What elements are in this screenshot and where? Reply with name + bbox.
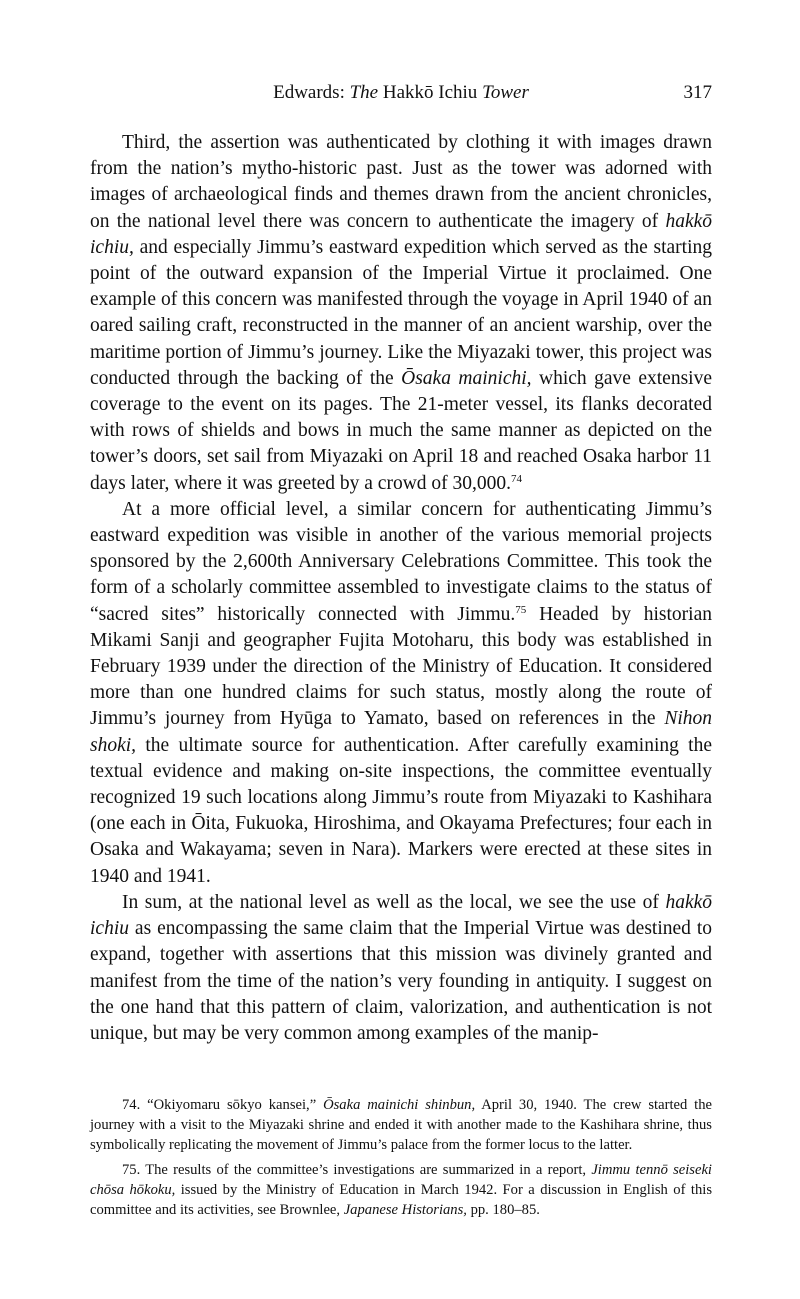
text-run: as encompassing the same claim that the Imperial Virtue was destined to expand, together with assertions that this mission was divinely granted and manifest from the time of the nation’s very founding in antiquity. I suggest on the one hand that this pattern of claim, valorization, and authentication is not unique, but may be very common among examples of the manip-	[90, 918, 712, 1044]
running-head-title	[90, 82, 712, 104]
italic-term: hakkō ichiu	[90, 891, 712, 940]
text-run: which gave extensive coverage to the event on its pages. The 21-meter vessel, its flanks decorated with rows of shields and bows in much the same manner as depicted on the tower’s doors, set sail from Miyazaki on April 18 and reached Osaka harbor 11 days later, where it was greeted by a crowd of 30,000.	[90, 367, 712, 494]
footnote-ref-75: 75	[515, 603, 527, 616]
italic-title: Jimmu tennō seiseki chōsa hōkoku,	[90, 1161, 712, 1198]
text-run: 74. “Okiyomaru sōkyo kansei,”	[122, 1097, 324, 1113]
running-header	[90, 82, 712, 112]
text-run: pp. 180–85.	[466, 1202, 540, 1219]
footnote-ref-74: 74	[511, 472, 523, 485]
italic-title: Nihon shoki,	[90, 708, 712, 756]
text-run: Third, the assertion was authenticated by clothing it with images drawn from the nation’s mytho-historic past. Just as the tower was adorned with images of archaeological finds and themes drawn from the ancient chronicles, on the national level there was concern to authenticate the imagery of	[90, 132, 712, 232]
running-head-italic-the: The	[349, 82, 379, 103]
text-run: 75. The results of the committee’s investigations are summarized in a report,	[122, 1161, 592, 1178]
italic-title: Ōsaka mainichi,	[401, 367, 532, 389]
running-head-subject: Hakkō Ichiu	[378, 82, 483, 103]
text-run: the ultimate source for authentication. After carefully examining the textual evidence and making on-site inspections, the committee eventually recognized 19 such locations along Jimmu’s route from Miyazaki to Kashihara (one each in Ōita, Fukuoka, Hiroshima, and Okayama Prefectures; four each in Osaka and Wakayama; seven in Nara). Markers were erected at these sites in 1940 and 1941.	[90, 734, 712, 887]
footnote-74	[90, 1095, 712, 1156]
italic-term: hakkō ichiu,	[90, 210, 712, 258]
running-head-author: Edwards:	[273, 82, 350, 103]
italic-title: Japanese Historians,	[343, 1202, 467, 1219]
text-run: At a more official level, a similar concern for authenticating Jimmu’s eastward expedition was visible in another of the various memorial projects sponsored by the 2,600th Anniversary Celebrations Committee. This took the form of a scholarly committee assembled to investigate claims to the status of “sacred sites” historically connected with Jimmu.	[90, 498, 712, 625]
paragraph-3	[90, 890, 712, 1047]
text-run: April 30, 1940. The crew started the journey with a visit to the Miyazaki shrine and ended it with another made to the Kashihara shrine, thus symbolically replicating the movement of Jimmu’s palace from the former locus to the latter.	[90, 1097, 713, 1154]
footnote-75	[90, 1160, 712, 1221]
paragraph-2	[90, 497, 712, 890]
text-run: Headed by historian Mikami Sanji and geographer Fujita Motoharu, this body was established in February 1939 under the direction of the Ministry of Education. It considered more than one hundred claims for such status, mostly along the route of Jimmu’s journey from Hyūga to Yamato, based on references in the	[90, 603, 712, 730]
paragraph-1	[90, 130, 712, 497]
italic-title: Ōsaka mainichi shinbun,	[323, 1097, 476, 1113]
footnotes	[90, 1095, 712, 1224]
text-run: and especially Jimmu’s eastward expedition which served as the starting point of the outward expansion of the Imperial Virtue it proclaimed. One example of this concern was manifested through the voyage in April 1940 of an oared sailing craft, reconstructed in the manner of an ancient warship, over the maritime portion of Jimmu’s journey. Like the Miyazaki tower, this project was conducted through the backing of the	[90, 236, 712, 389]
page-number: 317	[683, 82, 712, 103]
running-head-italic-tower: Tower	[482, 82, 529, 103]
text-run: In sum, at the national level as well as the local, we see the use of	[122, 891, 666, 913]
text-run: issued by the Ministry of Education in March 1942. For a discussion in English of this committee and its activities, see Brownlee,	[90, 1181, 712, 1219]
body-text	[90, 130, 712, 1047]
